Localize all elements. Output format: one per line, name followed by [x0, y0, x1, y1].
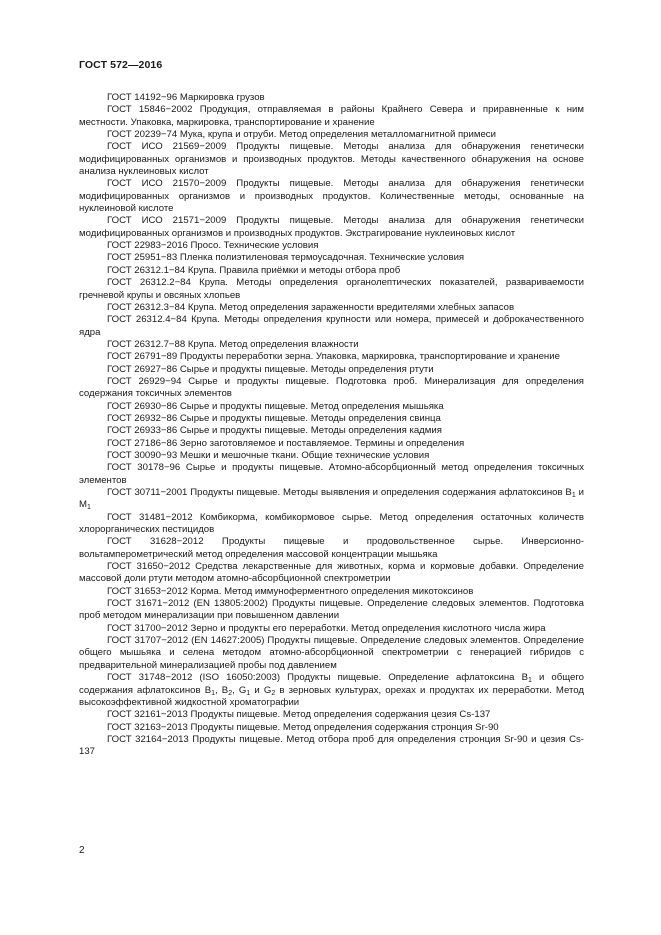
page-number: 2	[79, 845, 85, 856]
reference-item: ГОСТ 25951−83 Пленка полиэтиленовая термоусадочная. Технические условия	[107, 252, 465, 264]
reference-item: ГОСТ 26929−94 Сырье и продукты пищевые. Подготовка проб. Минерализация для определения содержания токсичных элементов	[79, 375, 584, 400]
reference-item: ГОСТ 32164−2013 Продукты пищевые. Метод отбора проб для определения стронция Sr-90 и цезия Cs-137	[79, 733, 584, 758]
reference-item: ГОСТ 31653−2012 Корма. Метод иммуноферментного определения микотоксинов	[107, 585, 474, 597]
reference-item: ГОСТ 31650−2012 Средства лекарственные для животных, корма и кормовые добавки. Определение массовой доли ртути методом атомно-абсорбционной спектрометрии	[79, 561, 584, 585]
reference-item: ГОСТ 30711−2001 Продукты пищевые. Методы выявления и определения содержания афлатоксинов $B_1$ и $M_1$	[79, 487, 584, 512]
reference-item: ГОСТ 26927−86 Сырье и продукты пищевые. Методы определения ртути	[107, 363, 434, 375]
reference-item: ГОСТ 30090−93 Мешки и мешочные ткани. Общие технические условия	[107, 449, 430, 461]
reference-item: ГОСТ 20239−74 Мука, крупа и отруби. Метод определения металломагнитной примеси	[107, 129, 496, 141]
reference-item: ГОСТ 26312.1−84 Крупа. Правила приёмки и методы отбора проб	[107, 264, 401, 276]
reference-item: ГОСТ 31748−2012 (ISO 16050:2003) Продукты пищевые. Определение афлатоксина $B_1$ и общего содержания афлатоксинов $B_1$, $B_2$, $G_1$ и $G_2$ в зерновых культурах, орехах и продуктах их переработки. Метод высокоэффективной жидкостной хроматографии	[79, 672, 585, 708]
reference-item: ГОСТ 26312.4−84 Крупа. Методы определения крупности или номера, примесей и доброкачественного ядра	[79, 314, 584, 338]
reference-item: ГОСТ 26932−86 Сырье и продукты пищевые. Методы определения свинца	[107, 412, 441, 424]
reference-item: ГОСТ 26791−89 Продукты переработки зерна. Упаковка, маркировка, транспортирование и хранение	[107, 351, 560, 363]
reference-item: ГОСТ 30178−96 Сырье и продукты пищевые. Атомно-абсорбционный метод определения токсичных элементов	[79, 462, 584, 486]
reference-item: ГОСТ 32161−2013 Продукты пищевые. Метод определения содержания цезия Cs-137	[107, 709, 491, 721]
reference-item: ГОСТ 32163−2013 Продукты пищевые. Метод определения содержания стронция Sr-90	[107, 721, 499, 733]
reference-item: ГОСТ 15846−2002 Продукция, отправляемая в районы Крайнего Севера и приравненные к ним местности. Упаковка, маркировка, транспортирование и хранение	[79, 104, 584, 128]
reference-item: ГОСТ ИСО 21570−2009 Продукты пищевые. Методы анализа для обнаружения генетически модифицированных организмов и производных продуктов. Количественные методы, основанные на нуклеиновой кислоте	[79, 178, 584, 215]
reference-item: ГОСТ ИСО 21571−2009 Продукты пищевые. Методы анализа для обнаружения генетически модифицированных организмов и производных продуктов. Экстрагирование нуклеиновых кислот	[79, 215, 584, 239]
reference-item: ГОСТ 26930−86 Сырье и продукты пищевые. Метод определения мышьяка	[107, 400, 444, 412]
reference-item: ГОСТ 31707−2012 (EN 14627:2005) Продукты пищевые. Определение следовых элементов. Определение общего мышьяка и селена методом атомно-абсорбционной спектрометрии с генерацией гибридов с предварительной минерализацией пробы под давлением	[79, 635, 584, 671]
reference-item: ГОСТ 31700−2012 Зерно и продукты его переработки. Метод определения кислотного числа жира	[107, 622, 546, 634]
reference-item: ГОСТ 22983−2016 Просо. Технические условия	[107, 240, 319, 252]
reference-item: ГОСТ 26312.7−88 Крупа. Метод определения влажности	[107, 338, 359, 350]
reference-item: ГОСТ 31671−2012 (EN 13805:2002) Продукты пищевые. Определение следовых элементов. Подготовка проб методом минерализации при повышенном давлении	[79, 598, 584, 622]
reference-item: ГОСТ 26312.2−84 Крупа. Методы определения органолептических показателей, развариваемости гречневой крупы и овсяных хлопьев	[79, 277, 584, 301]
reference-item: ГОСТ 31481−2012 Комбикорма, комбикормовое сырье. Метод определения остаточных количеств хлорорганических пестицидов	[79, 511, 584, 536]
reference-item: ГОСТ 27186−86 Зерно заготовляемое и поставляемое. Термины и определения	[107, 437, 465, 449]
reference-item: ГОСТ 26933−86 Сырье и продукты пищевые. Методы определения кадмия	[107, 425, 442, 437]
reference-item: ГОСТ 26312.3−84 Крупа. Метод определения зараженности вредителями хлебных запасов	[107, 301, 515, 313]
reference-item: ГОСТ 31628−2012 Продукты пищевые и продовольственное сырье. Инверсионно-вольтамперометрический метод определения массовой концентрации мышьяка	[79, 536, 584, 560]
document-header: ГОСТ 572—2016	[79, 59, 163, 71]
reference-item: ГОСТ 14192−96 Маркировка грузов	[107, 92, 265, 103]
reference-item: ГОСТ ИСО 21569−2009 Продукты пищевые. Методы анализа для обнаружения генетически модифицированных организмов и производных продуктов. Методы качественного обнаружения на основе анализа нуклеиновых кислот	[79, 141, 584, 178]
normative-references-list	[79, 92, 584, 759]
